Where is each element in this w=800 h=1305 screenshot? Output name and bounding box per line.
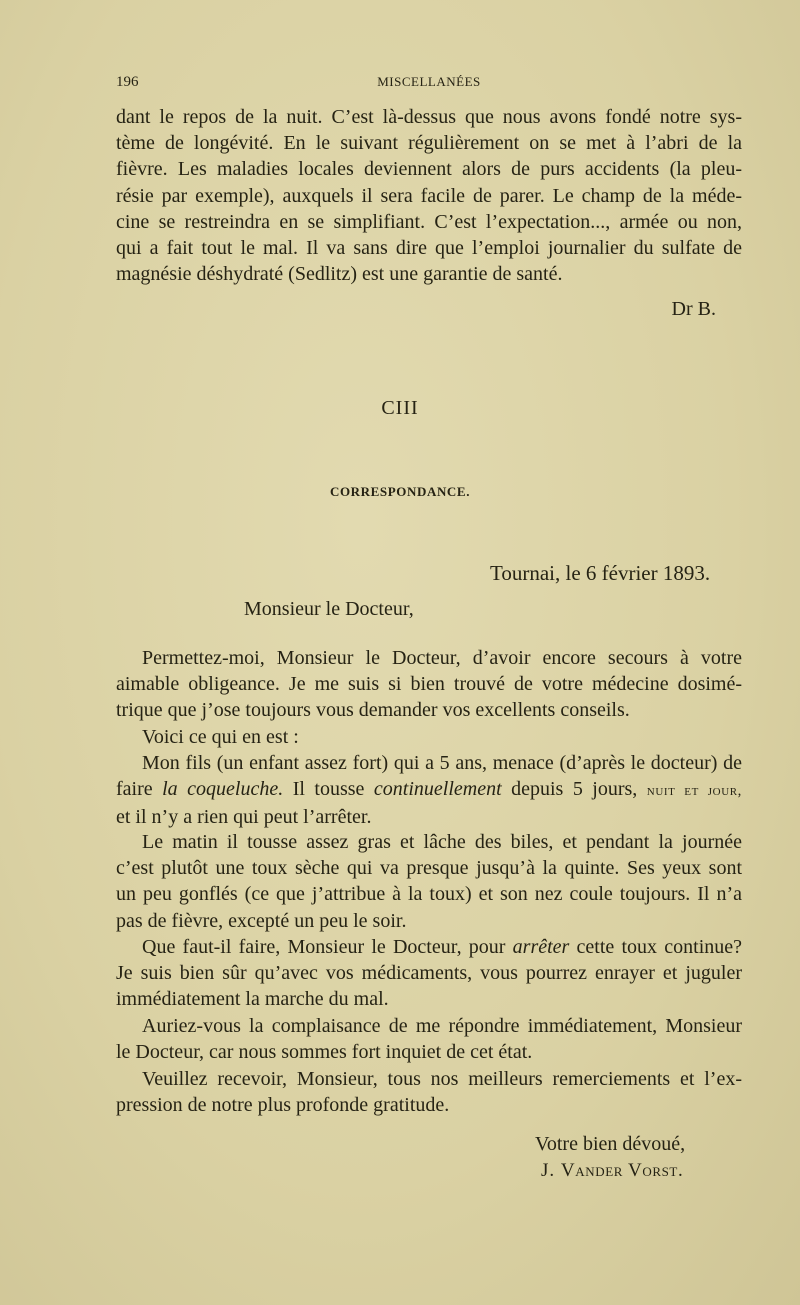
- text-line: magnésie déshydraté (Sedlitz) est une garantie de santé.: [116, 263, 563, 286]
- section-number: CIII: [381, 397, 419, 419]
- author-signature: Dr B.: [671, 298, 716, 320]
- letter-paragraph-3: [116, 750, 742, 831]
- italic-fragment: la coqueluche.: [162, 778, 284, 801]
- text-line: [116, 934, 742, 960]
- page-number: 196: [116, 74, 139, 90]
- text-line: qui a fait tout le mal. Il va sans dire que l’emploi journalier du sulfate de: [116, 237, 742, 260]
- letter-dateline: Tournai, le 6 février 1893.: [490, 561, 711, 585]
- text-line: [116, 776, 742, 804]
- letter-paragraph-1: [116, 645, 742, 724]
- text-line: trique que j’ose toujours vous demander vos excellents conseils.: [116, 699, 630, 722]
- text-line: aimable obligeance. Je me suis si bien trouvé de votre médecine dosimé-: [116, 673, 742, 696]
- intro-paragraph: [116, 104, 742, 287]
- text-line: Le matin il tousse assez gras et lâche des biles, et pendant la journée: [142, 831, 742, 853]
- text-line: Mon fils (un enfant assez fort) qui a 5 ans, menace (d’après le docteur) de: [142, 752, 742, 774]
- letter-closing: Votre bien dévoué,: [535, 1133, 686, 1155]
- signer-initial: J.: [541, 1160, 561, 1181]
- small-caps-fragment: nuit et jour,: [646, 783, 743, 800]
- text-line: un peu gonflés (ce que j’attribue à la toux) et son nez coule toujours. Il n’a: [116, 883, 742, 906]
- text-line: immédiatement la marche du mal.: [116, 988, 389, 1011]
- letter-paragraph-7: [116, 1066, 742, 1118]
- text-line: fièvre. Les maladies locales deviennent alors de purs accidents (la pleu-: [116, 158, 742, 181]
- text-fragment: depuis 5 jours,: [501, 778, 647, 801]
- letter-paragraph-6: [116, 1013, 742, 1065]
- text-line: pas de fièvre, excepté un peu le soir.: [116, 909, 407, 932]
- letter-signer: [541, 1160, 683, 1182]
- text-line: Veuillez recevoir, Monsieur, tous nos meilleurs remerciements et l’ex-: [142, 1068, 742, 1090]
- text-line: et il n’y a rien qui peut l’arrêter.: [116, 806, 372, 829]
- letter-paragraph-2: [116, 724, 742, 750]
- text-line: c’est plutôt une toux sèche qui va presque jusqu’à la quinte. Ses yeux sont: [116, 857, 742, 880]
- page-header: [116, 74, 742, 94]
- italic-fragment: continuellement: [373, 778, 502, 801]
- text-fragment: Il tousse: [283, 778, 374, 801]
- text-line: tème de longévité. En le suivant régulièrement on se met à l’abri de la: [116, 132, 742, 155]
- text-line: dant le repos de la nuit. C’est là-dessus que nous avons fondé notre sys-: [116, 106, 742, 128]
- text-fragment: cette toux continue?: [569, 936, 743, 958]
- signer-name: Vander Vorst.: [560, 1160, 684, 1181]
- text-line: Je suis bien sûr qu’avec vos médicaments, vous pourrez enrayer et juguler: [116, 962, 742, 985]
- italic-fragment: arrêter: [512, 936, 570, 958]
- text-line: cine se restreindra en se simplifiant. C’est l’expectation..., armée ou non,: [116, 210, 742, 233]
- section-title: CORRESPONDANCE.: [329, 484, 471, 499]
- letter-paragraph-4: [116, 829, 742, 934]
- text-line: pression de notre plus profonde gratitude.: [116, 1094, 450, 1117]
- letter-salutation: Monsieur le Docteur,: [244, 598, 414, 620]
- text-fragment: faire: [116, 778, 163, 801]
- text-fragment: Que faut-il faire, Monsieur le Docteur, pour: [142, 936, 513, 958]
- text-line: le Docteur, car nous sommes fort inquiet de cet état.: [116, 1041, 533, 1064]
- letter-paragraph-5: [116, 934, 742, 1013]
- running-title: MISCELLANÉES: [377, 74, 481, 89]
- text-line: Auriez-vous la complaisance de me répondre immédiatement, Monsieur: [142, 1015, 742, 1037]
- text-line: résie par exemple), auxquels il sera facile de parer. Le champ de la méde-: [116, 184, 742, 207]
- text-line: Voici ce qui en est :: [142, 726, 299, 748]
- text-line: Permettez-moi, Monsieur le Docteur, d’avoir encore secours à votre: [142, 647, 742, 669]
